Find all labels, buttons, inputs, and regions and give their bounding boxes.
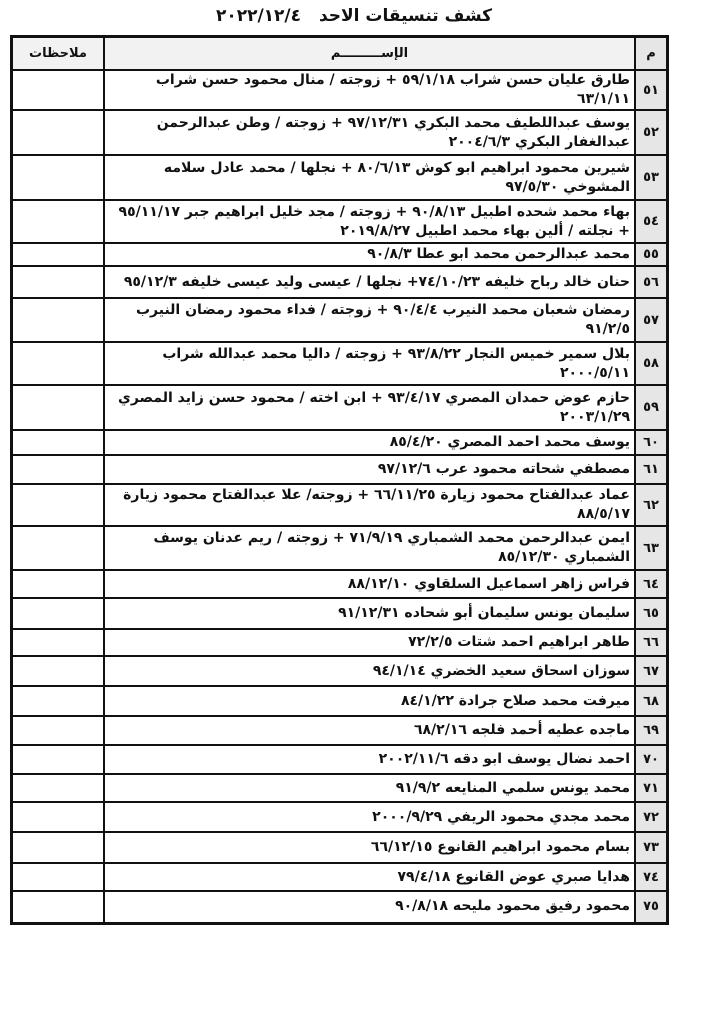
- row-notes: [12, 200, 105, 243]
- row-notes: [12, 802, 105, 832]
- row-notes: [12, 298, 105, 342]
- row-number: ٧٤: [635, 863, 668, 891]
- row-number: ٦٧: [635, 656, 668, 686]
- table-row: [12, 629, 668, 656]
- row-number: ٥٣: [635, 155, 668, 200]
- table-row: [12, 200, 668, 243]
- title-text: كشف تنسيقات الاحد: [318, 6, 493, 26]
- row-number: ٥٤: [635, 200, 668, 243]
- row-name: ميرفت محمد صلاح جرادة ٨٤/١/٢٢: [104, 686, 635, 716]
- row-name: احمد نضال يوسف ابو دقه ٢٠٠٢/١١/٦: [104, 745, 635, 774]
- table-row: [12, 774, 668, 802]
- table-row: [12, 802, 668, 832]
- row-notes: [12, 629, 105, 656]
- row-notes: [12, 716, 105, 745]
- row-number: ٥٦: [635, 266, 668, 298]
- coordination-table: [10, 35, 669, 925]
- row-notes: [12, 686, 105, 716]
- row-number: ٦٩: [635, 716, 668, 745]
- row-name: طاهر ابراهيم احمد شتات ٧٢/٢/٥: [104, 629, 635, 656]
- row-name: حازم عوض حمدان المصري ٩٣/٤/١٧ + ابن اخته / محمود حسن زايد المصري ٢٠٠٣/١/٢٩: [104, 385, 635, 430]
- row-number: ٧٥: [635, 891, 668, 923]
- row-number: ٥٨: [635, 342, 668, 385]
- row-name: ماجده عطيه أحمد فلجه ٦٨/٢/١٦: [104, 716, 635, 745]
- row-name: محمود رفيق محمود مليحه ٩٠/٨/١٨: [104, 891, 635, 923]
- table-body: [12, 70, 668, 923]
- row-name: طارق عليان حسن شراب ٥٩/١/١٨ + زوجته / منال محمود حسن شراب ٦٣/١/١١: [104, 70, 635, 110]
- row-notes: [12, 385, 105, 430]
- row-number: ٥٩: [635, 385, 668, 430]
- row-number: ٦٦: [635, 629, 668, 656]
- document-title: [0, 6, 708, 26]
- row-number: ٧٣: [635, 832, 668, 863]
- table-row: [12, 891, 668, 923]
- row-notes: [12, 598, 105, 629]
- table-row: [12, 598, 668, 629]
- row-number: ٥١: [635, 70, 668, 110]
- row-number: ٥٧: [635, 298, 668, 342]
- row-number: ٥٢: [635, 110, 668, 155]
- row-number: ٦٠: [635, 430, 668, 455]
- row-number: ٦٥: [635, 598, 668, 629]
- row-name: بهاء محمد شحده اطبيل ٩٠/٨/١٣ + زوجته / مجد خليل ابراهيم جبر ٩٥/١١/١٧ + نجلته / ألين بهاء محمد اطبيل ٢٠١٩/٨/٢٧: [104, 200, 635, 243]
- table-row: [12, 385, 668, 430]
- row-number: ٥٥: [635, 243, 668, 266]
- row-notes: [12, 155, 105, 200]
- header-notes: ملاحظات: [12, 37, 105, 71]
- row-number: ٧١: [635, 774, 668, 802]
- table-row: [12, 526, 668, 570]
- table-row: [12, 745, 668, 774]
- row-notes: [12, 526, 105, 570]
- table-row: [12, 110, 668, 155]
- table-row: [12, 570, 668, 598]
- table-row: [12, 455, 668, 484]
- row-notes: [12, 774, 105, 802]
- row-name: عماد عبدالفتاح محمود زيارة ٦٦/١١/٢٥ + زوجته/ علا عبدالفتاح محمود زيارة ٨٨/٥/١٧: [104, 484, 635, 526]
- table-row: [12, 298, 668, 342]
- row-number: ٦٢: [635, 484, 668, 526]
- row-notes: [12, 342, 105, 385]
- row-notes: [12, 243, 105, 266]
- row-notes: [12, 484, 105, 526]
- table-row: [12, 266, 668, 298]
- row-number: ٧٠: [635, 745, 668, 774]
- row-name: سليمان يونس سليمان أبو شحاده ٩١/١٢/٣١: [104, 598, 635, 629]
- row-name: بسام محمود ابراهيم القانوع ٦٦/١٢/١٥: [104, 832, 635, 863]
- header-number: م: [635, 37, 668, 71]
- title-date: ٢٠٢٢/١٢/٤: [215, 6, 302, 26]
- row-notes: [12, 110, 105, 155]
- table-row: [12, 716, 668, 745]
- row-name: رمضان شعبان محمد النيرب ٩٠/٤/٤ + زوجته / فداء محمود رمضان النيرب ٩١/٢/٥: [104, 298, 635, 342]
- row-notes: [12, 891, 105, 923]
- table-header-row: [12, 37, 668, 71]
- row-name: محمد مجدي محمود الريفي ٢٠٠٠/٩/٢٩: [104, 802, 635, 832]
- row-number: ٧٢: [635, 802, 668, 832]
- row-number: ٦٤: [635, 570, 668, 598]
- row-number: ٦١: [635, 455, 668, 484]
- row-name: مصطفي شحاته محمود عرب ٩٧/١٢/٦: [104, 455, 635, 484]
- row-number: ٦٨: [635, 686, 668, 716]
- table-row: [12, 430, 668, 455]
- row-name: يوسف محمد احمد المصري ٨٥/٤/٢٠: [104, 430, 635, 455]
- table-row: [12, 243, 668, 266]
- table-row: [12, 155, 668, 200]
- row-name: بلال سمير خميس النجار ٩٣/٨/٢٢ + زوجته / داليا محمد عبدالله شراب ٢٠٠٠/٥/١١: [104, 342, 635, 385]
- table-row: [12, 656, 668, 686]
- row-name: يوسف عبداللطيف محمد البكري ٩٧/١٢/٣١ + زوجته / وطن عبدالرحمن عبدالغفار البكري ٢٠٠٤/٦/٣: [104, 110, 635, 155]
- row-number: ٦٣: [635, 526, 668, 570]
- row-notes: [12, 570, 105, 598]
- table-row: [12, 342, 668, 385]
- row-notes: [12, 832, 105, 863]
- table-row: [12, 484, 668, 526]
- header-name: الإســـــــــم: [104, 37, 635, 71]
- table-row: [12, 686, 668, 716]
- row-notes: [12, 430, 105, 455]
- row-name: شيرين محمود ابراهيم ابو كوش ٨٠/٦/١٣ + نجلها / محمد عادل سلامه المشوخي ٩٧/٥/٣٠: [104, 155, 635, 200]
- table-row: [12, 863, 668, 891]
- row-notes: [12, 863, 105, 891]
- row-notes: [12, 455, 105, 484]
- row-notes: [12, 70, 105, 110]
- row-notes: [12, 266, 105, 298]
- row-name: حنان خالد رباح خليفه ٧٤/١٠/٢٣+ نجلها / عيسى وليد عيسى خليفه ٩٥/١٢/٣: [104, 266, 635, 298]
- row-notes: [12, 656, 105, 686]
- row-notes: [12, 745, 105, 774]
- table-row: [12, 70, 668, 110]
- row-name: ايمن عبدالرحمن محمد الشمباري ٧١/٩/١٩ + زوجته / ريم عدنان يوسف الشمباري ٨٥/١٢/٣٠: [104, 526, 635, 570]
- table-row: [12, 832, 668, 863]
- row-name: فراس زاهر اسماعيل السلقاوي ٨٨/١٢/١٠: [104, 570, 635, 598]
- row-name: سوزان اسحاق سعيد الخضري ٩٤/١/١٤: [104, 656, 635, 686]
- row-name: هدايا صبري عوض القانوع ٧٩/٤/١٨: [104, 863, 635, 891]
- row-name: محمد يونس سلمي المنايعه ٩١/٩/٢: [104, 774, 635, 802]
- row-name: محمد عبدالرحمن محمد ابو عطا ٩٠/٨/٣: [104, 243, 635, 266]
